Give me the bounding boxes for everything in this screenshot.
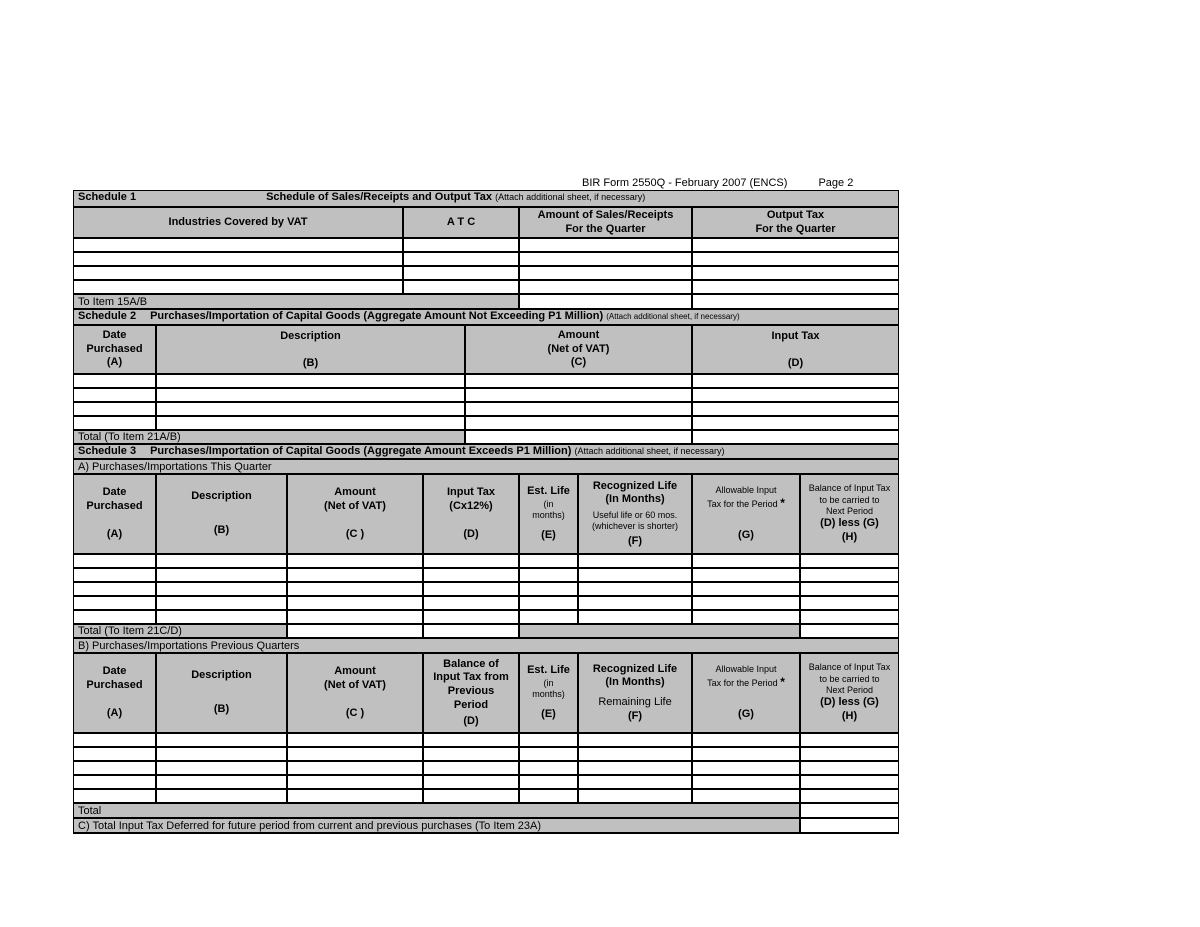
s3a-est-life-input[interactable] <box>519 582 578 596</box>
s1-col-industries: Industries Covered by VAT <box>73 207 403 238</box>
s2-description-input[interactable] <box>156 416 465 430</box>
s3a-amount-input[interactable] <box>287 610 423 624</box>
s2-col-amount: Amount (Net of VAT) (C) <box>465 325 692 374</box>
s3a-col-est-life: Est. Life (in months) (E) <box>519 474 578 554</box>
s3a-balance-input[interactable] <box>800 568 899 582</box>
schedule3-label: Schedule 3 <box>78 445 137 457</box>
s3b-col-balance-previous: Balance of Input Tax from Previous Period (D) <box>423 653 519 733</box>
s3b-col-est-life: Est. Life (in months) (E) <box>519 653 578 733</box>
schedule2-title: Purchases/Importation of Capital Goods (Aggregate Amount Not Exceeding P1 Million) <box>150 310 604 322</box>
s2-date-input[interactable] <box>73 416 156 430</box>
s3a-allowable-input[interactable] <box>692 554 800 568</box>
s3b-col-description: Description (B) <box>156 653 287 733</box>
s2-date-input[interactable] <box>73 402 156 416</box>
s3a-input-tax-input[interactable] <box>423 582 519 596</box>
s1-industries-input[interactable] <box>73 266 403 280</box>
s3a-date-input[interactable] <box>73 568 156 582</box>
s3a-recognized-life-input[interactable] <box>578 596 692 610</box>
schedule2-title-bar <box>73 309 899 325</box>
schedule3-note: (Attach additional sheet, if necessary) <box>574 446 725 456</box>
s1-industries-input[interactable] <box>73 238 403 252</box>
s1-amount-input[interactable] <box>519 280 692 294</box>
s1-output-tax-input[interactable] <box>692 252 899 266</box>
s3a-total-shaded-block <box>519 624 800 638</box>
s3a-col-recognized-life: Recognized Life (In Months) Useful life or 60 mos. (whichever is shorter) (F) <box>578 474 692 554</box>
s3b-amount-input[interactable] <box>287 789 423 803</box>
s3a-est-life-input[interactable] <box>519 554 578 568</box>
s2-date-input[interactable] <box>73 388 156 402</box>
s3a-col-description: Description (B) <box>156 474 287 554</box>
s3a-est-life-input[interactable] <box>519 596 578 610</box>
s1-col-amount: Amount of Sales/Receipts For the Quarter <box>519 207 692 238</box>
s3a-col-input-tax: Input Tax (Cx12%) (D) <box>423 474 519 554</box>
s3b-col-date: Date Purchased (A) <box>73 653 156 733</box>
s3c-total-deferred-input[interactable] <box>800 818 899 834</box>
s3a-date-input[interactable] <box>73 582 156 596</box>
s3a-total-label: Total (To Item 21C/D) <box>73 624 287 638</box>
s3a-total-amount-input[interactable] <box>287 624 423 638</box>
s2-total-label: Total (To Item 21A/B) <box>73 430 465 444</box>
s3b-date-input[interactable] <box>73 761 156 775</box>
s3b-amount-input[interactable] <box>287 761 423 775</box>
s3a-description-input[interactable] <box>156 568 287 582</box>
form-title: BIR Form 2550Q - February 2007 (ENCS) <box>582 177 788 189</box>
s3a-est-life-input[interactable] <box>519 610 578 624</box>
s3b-date-input[interactable] <box>73 775 156 789</box>
page-number: Page 2 <box>818 177 854 189</box>
s3b-balance-previous-input[interactable] <box>423 789 519 803</box>
s3a-recognized-life-input[interactable] <box>578 610 692 624</box>
s3a-description-input[interactable] <box>156 554 287 568</box>
s1-output-tax-input[interactable] <box>692 238 899 252</box>
s3b-est-life-input[interactable] <box>519 775 578 789</box>
s3b-allowable-input[interactable] <box>692 747 800 761</box>
s3a-description-input[interactable] <box>156 610 287 624</box>
bir-form-2550q-page2 <box>73 190 899 836</box>
s3b-description-input[interactable] <box>156 747 287 761</box>
s3a-input-tax-input[interactable] <box>423 596 519 610</box>
s3b-description-input[interactable] <box>156 733 287 747</box>
s3a-total-balance-input[interactable] <box>800 624 899 638</box>
s3a-date-input[interactable] <box>73 596 156 610</box>
s3b-balance-input[interactable] <box>800 733 899 747</box>
s3c-total-deferred-label: C) Total Input Tax Deferred for future period from current and previous purchases (To Item 23A) <box>73 818 800 834</box>
s3b-description-input[interactable] <box>156 761 287 775</box>
schedule3-title: Purchases/Importation of Capital Goods (Aggregate Amount Exceeds P1 Million) <box>150 445 572 457</box>
s2-description-input[interactable] <box>156 402 465 416</box>
s3b-balance-input[interactable] <box>800 761 899 775</box>
schedule1-title-bar <box>73 190 899 207</box>
s3a-balance-input[interactable] <box>800 610 899 624</box>
s3a-input-tax-input[interactable] <box>423 610 519 624</box>
s1-atc-input[interactable] <box>403 238 519 252</box>
s1-output-tax-input[interactable] <box>692 280 899 294</box>
form-header <box>582 177 853 189</box>
s3b-date-input[interactable] <box>73 733 156 747</box>
s2-date-input[interactable] <box>73 374 156 388</box>
s3a-description-input[interactable] <box>156 582 287 596</box>
s1-atc-input[interactable] <box>403 280 519 294</box>
s3b-est-life-input[interactable] <box>519 789 578 803</box>
asterisk-mark: * <box>780 675 785 690</box>
s3a-recognized-life-input[interactable] <box>578 568 692 582</box>
s3b-total-balance-input[interactable] <box>800 803 899 818</box>
s3b-date-input[interactable] <box>73 747 156 761</box>
s2-input-tax-input[interactable] <box>692 416 899 430</box>
s3a-allowable-input[interactable] <box>692 610 800 624</box>
s3b-total-label: Total <box>73 803 800 818</box>
s3b-balance-input[interactable] <box>800 747 899 761</box>
s2-col-input-tax: Input Tax (D) <box>692 325 899 374</box>
s3b-balance-previous-input[interactable] <box>423 733 519 747</box>
s1-col-output-tax: Output Tax For the Quarter <box>692 207 899 238</box>
s3a-col-date: Date Purchased (A) <box>73 474 156 554</box>
s1-atc-input[interactable] <box>403 252 519 266</box>
s1-amount-input[interactable] <box>519 238 692 252</box>
s3a-allowable-input[interactable] <box>692 582 800 596</box>
s3b-col-balance: Balance of Input Tax to be carried to Next Period (D) less (G) (H) <box>800 653 899 733</box>
s3b-balance-input[interactable] <box>800 775 899 789</box>
s3b-amount-input[interactable] <box>287 733 423 747</box>
s3a-date-input[interactable] <box>73 554 156 568</box>
s2-amount-input[interactable] <box>465 416 692 430</box>
s3b-date-input[interactable] <box>73 789 156 803</box>
s2-amount-input[interactable] <box>465 374 692 388</box>
s3a-section-title: A) Purchases/Importations This Quarter <box>73 459 899 474</box>
s3b-amount-input[interactable] <box>287 775 423 789</box>
s2-description-input[interactable] <box>156 374 465 388</box>
s3a-total-input-tax-input[interactable] <box>423 624 519 638</box>
s3a-amount-input[interactable] <box>287 596 423 610</box>
s2-input-tax-input[interactable] <box>692 374 899 388</box>
s3a-allowable-input[interactable] <box>692 568 800 582</box>
schedule1-title: Schedule of Sales/Receipts and Output Tax <box>266 191 493 203</box>
s3b-allowable-input[interactable] <box>692 761 800 775</box>
s1-industries-input[interactable] <box>73 280 403 294</box>
s3a-allowable-input[interactable] <box>692 596 800 610</box>
s1-col-atc: A T C <box>403 207 519 238</box>
s3b-balance-previous-input[interactable] <box>423 775 519 789</box>
s3b-recognized-life-input[interactable] <box>578 733 692 747</box>
s3b-est-life-input[interactable] <box>519 733 578 747</box>
s3a-recognized-life-input[interactable] <box>578 554 692 568</box>
schedule1-label: Schedule 1 <box>78 191 137 203</box>
schedule2-note: (Attach additional sheet, if necessary) <box>606 312 740 321</box>
s3b-balance-input[interactable] <box>800 789 899 803</box>
s3a-col-balance: Balance of Input Tax to be carried to Next Period (D) less (G) (H) <box>800 474 899 554</box>
s2-total-amount-input[interactable] <box>465 430 692 444</box>
s3a-est-life-input[interactable] <box>519 568 578 582</box>
s1-output-tax-input[interactable] <box>692 266 899 280</box>
s3b-allowable-input[interactable] <box>692 789 800 803</box>
s3b-est-life-input[interactable] <box>519 761 578 775</box>
s1-amount-input[interactable] <box>519 252 692 266</box>
s3b-amount-input[interactable] <box>287 747 423 761</box>
s3b-recognized-life-input[interactable] <box>578 789 692 803</box>
s3a-amount-input[interactable] <box>287 568 423 582</box>
s1-total-amount-input[interactable] <box>519 294 692 309</box>
s3b-recognized-life-input[interactable] <box>578 747 692 761</box>
s3a-balance-input[interactable] <box>800 554 899 568</box>
s3a-balance-input[interactable] <box>800 596 899 610</box>
s3b-balance-previous-input[interactable] <box>423 747 519 761</box>
s3a-balance-input[interactable] <box>800 582 899 596</box>
s2-col-description: Description (B) <box>156 325 465 374</box>
s3b-description-input[interactable] <box>156 775 287 789</box>
s3a-input-tax-input[interactable] <box>423 568 519 582</box>
s3a-col-amount: Amount (Net of VAT) (C ) <box>287 474 423 554</box>
schedule3-title-bar <box>73 444 899 459</box>
s1-total-output-tax-input[interactable] <box>692 294 899 309</box>
s3a-amount-input[interactable] <box>287 582 423 596</box>
s3b-col-allowable-input-tax: Allowable Input Tax for the Period * (G) <box>692 653 800 733</box>
s1-atc-input[interactable] <box>403 266 519 280</box>
s1-total-label: To Item 15A/B <box>73 294 519 309</box>
s3a-date-input[interactable] <box>73 610 156 624</box>
s1-amount-input[interactable] <box>519 266 692 280</box>
s3a-input-tax-input[interactable] <box>423 554 519 568</box>
s2-input-tax-input[interactable] <box>692 402 899 416</box>
s3b-balance-previous-input[interactable] <box>423 761 519 775</box>
asterisk-mark: * <box>780 496 785 511</box>
s3b-section-title: B) Purchases/Importations Previous Quarters <box>73 638 899 653</box>
s2-amount-input[interactable] <box>465 402 692 416</box>
schedule2-label: Schedule 2 <box>78 310 137 322</box>
s3b-recognized-life-input[interactable] <box>578 761 692 775</box>
schedule1-note: (Attach additional sheet, if necessary) <box>495 192 646 202</box>
s3b-col-amount: Amount (Net of VAT) (C ) <box>287 653 423 733</box>
s3b-allowable-input[interactable] <box>692 775 800 789</box>
s3b-col-recognized-life: Recognized Life (In Months) Remaining Life (F) <box>578 653 692 733</box>
s3a-amount-input[interactable] <box>287 554 423 568</box>
s1-industries-input[interactable] <box>73 252 403 266</box>
s3a-col-allowable-input-tax: Allowable Input Tax for the Period * (G) <box>692 474 800 554</box>
s3b-allowable-input[interactable] <box>692 733 800 747</box>
s2-col-date: Date Purchased (A) <box>73 325 156 374</box>
s3b-recognized-life-input[interactable] <box>578 775 692 789</box>
s2-amount-input[interactable] <box>465 388 692 402</box>
s2-total-input-tax-input[interactable] <box>692 430 899 444</box>
s3b-description-input[interactable] <box>156 789 287 803</box>
s2-description-input[interactable] <box>156 388 465 402</box>
s3b-est-life-input[interactable] <box>519 747 578 761</box>
s3a-recognized-life-input[interactable] <box>578 582 692 596</box>
s2-input-tax-input[interactable] <box>692 388 899 402</box>
s3a-description-input[interactable] <box>156 596 287 610</box>
